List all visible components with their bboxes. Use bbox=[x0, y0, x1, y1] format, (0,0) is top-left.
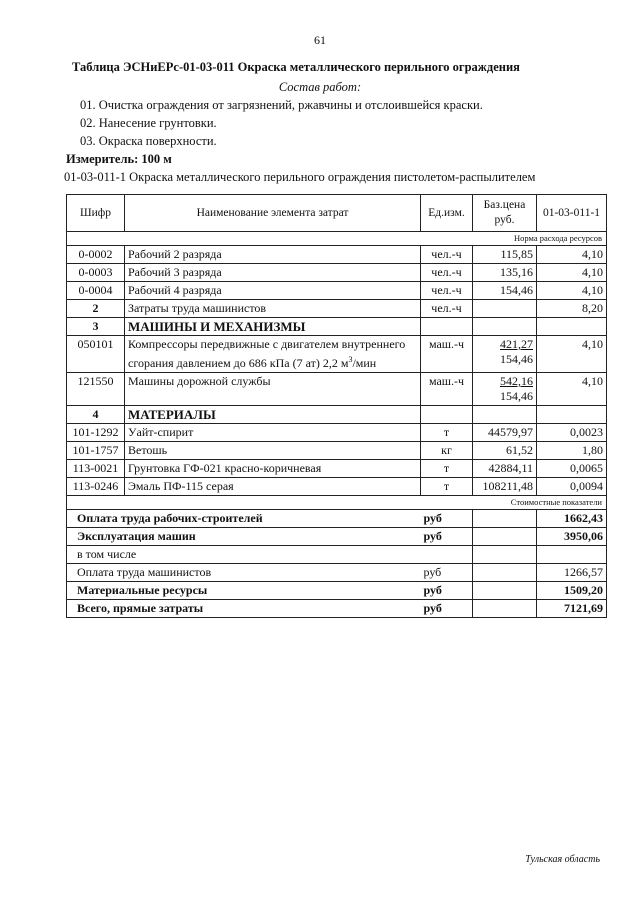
row-value: 4,10 bbox=[537, 264, 607, 282]
row-value: 4,10 bbox=[537, 246, 607, 264]
row-price: 135,16 bbox=[473, 264, 537, 282]
work-step: 02. Нанесение грунтовки. bbox=[80, 116, 217, 130]
row-price bbox=[473, 300, 537, 318]
header-rate: 01-03-011-1 bbox=[537, 195, 607, 232]
summary-unit: руб bbox=[421, 564, 473, 582]
cost-table bbox=[66, 194, 607, 618]
summary-value: 1662,43 bbox=[537, 510, 607, 528]
row-name: Компрессоры передвижные с двигателем внутреннего сгорания давлением до 686 кПа (7 ат) 2,2 $м^3$/мин bbox=[125, 336, 421, 373]
row-name: Грунтовка ГФ-021 красно-коричневая bbox=[125, 460, 421, 478]
row-price: 421,27 154,46 bbox=[473, 336, 537, 373]
row-unit: маш.-ч bbox=[421, 373, 473, 406]
row-value: 0,0094 bbox=[537, 478, 607, 496]
table-section-row bbox=[67, 406, 607, 424]
summary-row bbox=[67, 600, 607, 618]
measure-unit: Измеритель: 100 м bbox=[66, 152, 172, 166]
table-row bbox=[67, 246, 607, 264]
row-unit: чел.-ч bbox=[421, 282, 473, 300]
work-step: 03. Окраска поверхности. bbox=[80, 134, 217, 148]
band-norm: Норма расхода ресурсов bbox=[67, 232, 607, 246]
summary-unit: руб bbox=[421, 510, 473, 528]
row-value: 4,10 bbox=[537, 373, 607, 406]
table-row bbox=[67, 478, 607, 496]
row-code: 0-0004 bbox=[67, 282, 125, 300]
row-value: 4,10 bbox=[537, 336, 607, 373]
row-name: Затраты труда машинистов bbox=[125, 300, 421, 318]
summary-label: Всего, прямые затраты bbox=[67, 600, 421, 618]
row-code: 050101 bbox=[67, 336, 125, 373]
summary-label: в том числе bbox=[67, 546, 421, 564]
row-code: 3 bbox=[67, 318, 125, 336]
row-code: 0-0002 bbox=[67, 246, 125, 264]
table-row bbox=[67, 282, 607, 300]
table-row bbox=[67, 264, 607, 282]
summary-row bbox=[67, 582, 607, 600]
table-row bbox=[67, 373, 607, 406]
summary-label: Оплата труда машинистов bbox=[67, 564, 421, 582]
table-section-row bbox=[67, 318, 607, 336]
table-row bbox=[67, 460, 607, 478]
row-unit: т bbox=[421, 478, 473, 496]
summary-unit: руб bbox=[421, 600, 473, 618]
page-number: 61 bbox=[314, 33, 326, 47]
row-code: 4 bbox=[67, 406, 125, 424]
row-name: Рабочий 4 разряда bbox=[125, 282, 421, 300]
row-price: 44579,97 bbox=[473, 424, 537, 442]
summary-row bbox=[67, 546, 607, 564]
section-title: МАТЕРИАЛЫ bbox=[125, 406, 421, 424]
row-code: 113-0246 bbox=[67, 478, 125, 496]
table-row bbox=[67, 442, 607, 460]
header-unit: Ед.изм. bbox=[421, 195, 473, 232]
row-unit: чел.-ч bbox=[421, 264, 473, 282]
row-value: 1,80 bbox=[537, 442, 607, 460]
row-name: Рабочий 3 разряда bbox=[125, 264, 421, 282]
row-value: 4,10 bbox=[537, 282, 607, 300]
row-price: 542,16 154,46 bbox=[473, 373, 537, 406]
summary-label: Эксплуатация машин bbox=[67, 528, 421, 546]
row-code: 101-1757 bbox=[67, 442, 125, 460]
row-name: Рабочий 2 разряда bbox=[125, 246, 421, 264]
summary-unit: руб bbox=[421, 528, 473, 546]
summary-label: Материальные ресурсы bbox=[67, 582, 421, 600]
row-unit: кг bbox=[421, 442, 473, 460]
region-footer: Тульская область bbox=[525, 854, 600, 865]
summary-value: 1266,57 bbox=[537, 564, 607, 582]
header-name: Наименование элемента затрат bbox=[125, 195, 421, 232]
section-title: МАШИНЫ И МЕХАНИЗМЫ bbox=[125, 318, 421, 336]
summary-unit: руб bbox=[421, 582, 473, 600]
rate-code-line: 01-03-011-1 Окраска металлического перильного ограждения пистолетом-распылителем bbox=[64, 170, 536, 184]
row-code: 121550 bbox=[67, 373, 125, 406]
table-header-row bbox=[67, 195, 607, 232]
row-name: Ветошь bbox=[125, 442, 421, 460]
summary-row bbox=[67, 564, 607, 582]
row-code: 2 bbox=[67, 300, 125, 318]
row-value: 0,0065 bbox=[537, 460, 607, 478]
row-price: 61,52 bbox=[473, 442, 537, 460]
header-price: Баз.цена руб. bbox=[473, 195, 537, 232]
row-code: 101-1292 bbox=[67, 424, 125, 442]
row-name: Уайт-спирит bbox=[125, 424, 421, 442]
row-price: 42884,11 bbox=[473, 460, 537, 478]
table-row bbox=[67, 336, 607, 373]
row-value: 0,0023 bbox=[537, 424, 607, 442]
summary-value: 3950,06 bbox=[537, 528, 607, 546]
row-value: 8,20 bbox=[537, 300, 607, 318]
row-price: 154,46 bbox=[473, 282, 537, 300]
row-unit: чел.-ч bbox=[421, 246, 473, 264]
band-cost: Стоимостные показатели bbox=[67, 496, 607, 510]
work-composition-heading: Состав работ: bbox=[278, 80, 362, 94]
summary-value: 7121,69 bbox=[537, 600, 607, 618]
table-row bbox=[67, 424, 607, 442]
row-code: 0-0003 bbox=[67, 264, 125, 282]
header-code: Шифр bbox=[67, 195, 125, 232]
row-name: Машины дорожной службы bbox=[125, 373, 421, 406]
row-price: 115,85 bbox=[473, 246, 537, 264]
row-unit: чел.-ч bbox=[421, 300, 473, 318]
row-unit: т bbox=[421, 460, 473, 478]
row-unit: т bbox=[421, 424, 473, 442]
summary-label: Оплата труда рабочих-строителей bbox=[67, 510, 421, 528]
summary-row bbox=[67, 528, 607, 546]
table-title: Таблица ЭСНиЕРс-01-03-011 Окраска металлического перильного ограждения bbox=[72, 60, 520, 74]
row-code: 113-0021 bbox=[67, 460, 125, 478]
table-row bbox=[67, 300, 607, 318]
work-step: 01. Очистка ограждения от загрязнений, ржавчины и отслоившейся краски. bbox=[80, 98, 483, 112]
summary-value: 1509,20 bbox=[537, 582, 607, 600]
summary-row bbox=[67, 510, 607, 528]
row-price: 108211,48 bbox=[473, 478, 537, 496]
row-name: Эмаль ПФ-115 серая bbox=[125, 478, 421, 496]
row-unit: маш.-ч bbox=[421, 336, 473, 373]
